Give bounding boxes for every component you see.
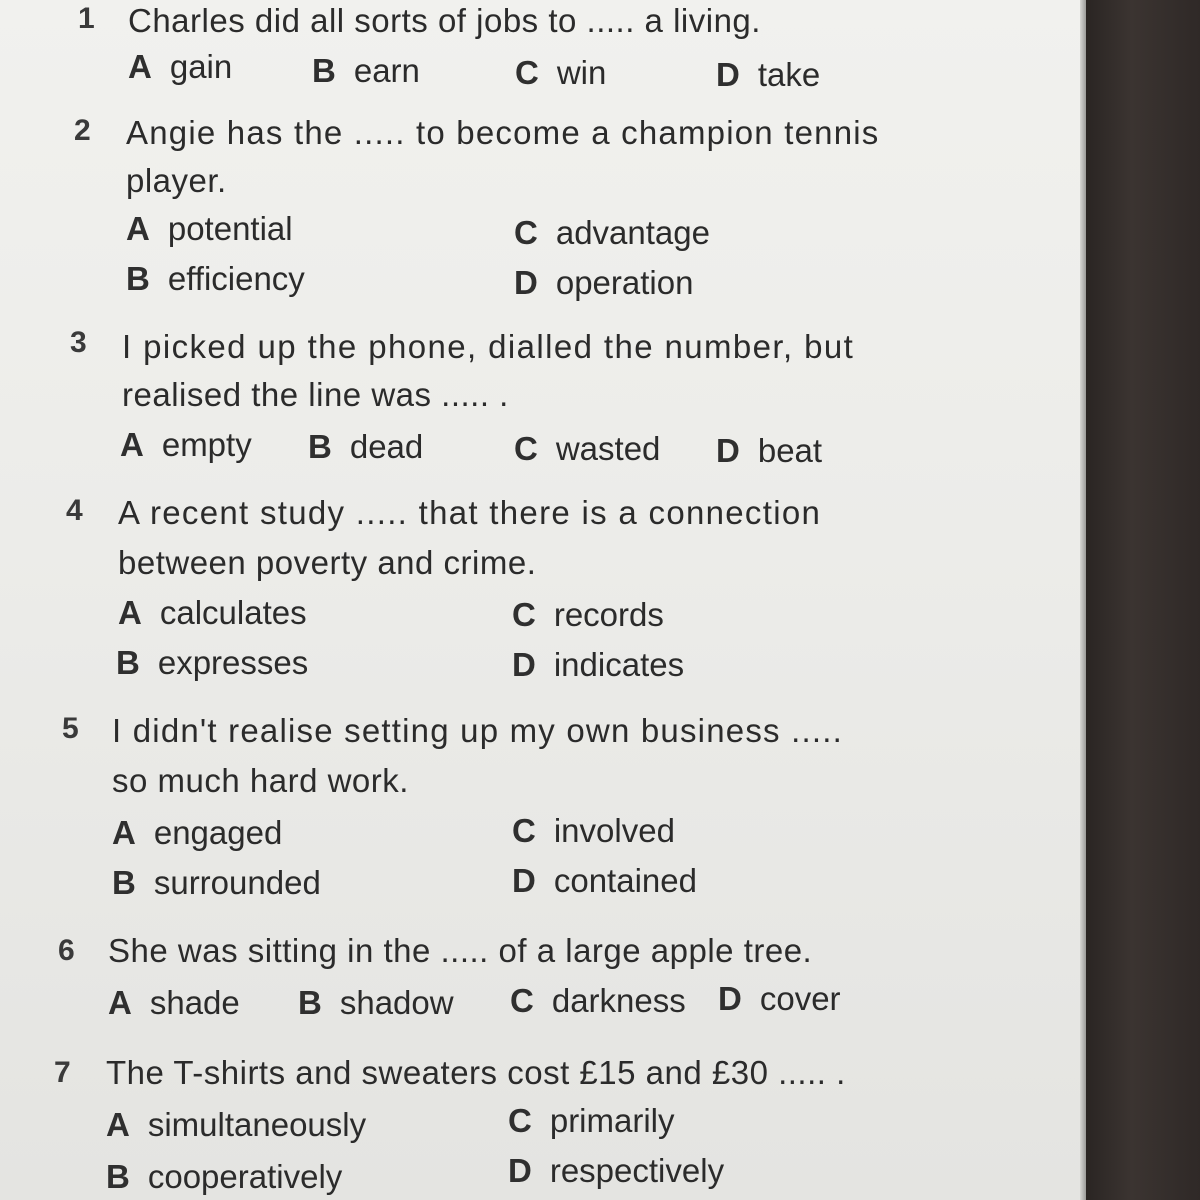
question-stem: The T-shirts and sweaters cost £15 and £30 ..... . xyxy=(106,1054,846,1091)
option-c[interactable] xyxy=(510,982,686,1020)
option-c[interactable] xyxy=(514,430,660,468)
question-number: 6 xyxy=(58,934,75,967)
question-stem-cont: so much hard work. xyxy=(112,762,409,799)
option-d[interactable] xyxy=(512,862,697,900)
question-stem-cont: realised the line was ..... . xyxy=(122,376,509,413)
option-letter: C xyxy=(512,596,536,633)
option-text: records xyxy=(553,596,664,633)
option-b[interactable] xyxy=(112,864,321,902)
option-letter: D xyxy=(512,862,536,899)
option-text: expresses xyxy=(157,644,309,681)
option-d[interactable] xyxy=(514,264,693,302)
option-text: shadow xyxy=(339,984,454,1021)
question-stem: Angie has the ..... to become a champion tennis xyxy=(126,114,880,151)
question-number: 2 xyxy=(74,114,91,147)
option-c[interactable] xyxy=(512,812,675,850)
option-letter: A xyxy=(128,48,152,85)
option-a[interactable] xyxy=(126,210,293,248)
option-letter: D xyxy=(718,980,742,1017)
option-text: contained xyxy=(553,862,697,899)
question-number: 7 xyxy=(54,1056,71,1089)
option-text: cover xyxy=(759,980,841,1017)
option-letter: C xyxy=(514,214,538,251)
option-letter: D xyxy=(716,56,740,93)
option-d[interactable] xyxy=(512,646,684,684)
option-a[interactable] xyxy=(106,1106,366,1144)
option-a[interactable] xyxy=(118,594,307,632)
option-text: potential xyxy=(167,210,293,247)
option-a[interactable] xyxy=(108,984,240,1022)
option-a[interactable] xyxy=(128,48,232,86)
option-text: primarily xyxy=(549,1102,675,1139)
option-b[interactable] xyxy=(116,644,308,682)
option-text: cooperatively xyxy=(147,1158,343,1195)
option-letter: C xyxy=(510,982,534,1019)
option-text: dead xyxy=(349,428,424,465)
option-c[interactable] xyxy=(512,596,664,634)
option-letter: C xyxy=(514,430,538,467)
question-stem-cont: player. xyxy=(126,162,227,199)
question-stem: Charles did all sorts of jobs to ..... a living. xyxy=(128,2,761,39)
option-text: advantage xyxy=(555,214,710,251)
question-number: 4 xyxy=(66,494,83,527)
option-letter: D xyxy=(716,432,740,469)
option-b[interactable] xyxy=(126,260,305,298)
question-stem: She was sitting in the ..... of a large apple tree. xyxy=(108,932,813,969)
option-text: surrounded xyxy=(153,864,321,901)
option-d[interactable] xyxy=(716,432,822,470)
option-letter: A xyxy=(118,594,142,631)
question-number: 5 xyxy=(62,712,79,745)
question-stem: I didn't realise setting up my own business ..... xyxy=(112,712,843,749)
option-text: involved xyxy=(553,812,675,849)
option-text: empty xyxy=(161,426,252,463)
option-text: indicates xyxy=(553,646,685,683)
option-text: engaged xyxy=(153,814,283,851)
option-letter: B xyxy=(308,428,332,465)
option-b[interactable] xyxy=(308,428,423,466)
question-stem-cont: between poverty and crime. xyxy=(118,544,537,581)
option-a[interactable] xyxy=(120,426,252,464)
option-letter: D xyxy=(514,264,538,301)
book-cover-edge xyxy=(1086,0,1200,1200)
option-c[interactable] xyxy=(515,54,606,92)
option-text: darkness xyxy=(551,982,686,1019)
option-letter: D xyxy=(512,646,536,683)
option-text: win xyxy=(556,54,607,91)
option-a[interactable] xyxy=(112,814,282,852)
option-letter: C xyxy=(512,812,536,849)
question-number: 1 xyxy=(78,2,95,35)
option-d[interactable] xyxy=(508,1152,724,1190)
option-d[interactable] xyxy=(718,980,841,1018)
option-text: take xyxy=(757,56,821,93)
option-text: operation xyxy=(555,264,694,301)
option-letter: B xyxy=(112,864,136,901)
question-stem: I picked up the phone, dialled the number, but xyxy=(122,328,855,365)
question-number: 3 xyxy=(70,326,87,359)
option-d[interactable] xyxy=(716,56,820,94)
option-text: earn xyxy=(353,52,420,89)
option-letter: C xyxy=(508,1102,532,1139)
option-letter: A xyxy=(106,1106,130,1143)
option-b[interactable] xyxy=(312,52,420,90)
option-b[interactable] xyxy=(298,984,454,1022)
option-text: shade xyxy=(149,984,240,1021)
option-letter: C xyxy=(515,54,539,91)
option-b[interactable] xyxy=(106,1158,342,1196)
option-c[interactable] xyxy=(514,214,710,252)
option-c[interactable] xyxy=(508,1102,675,1140)
option-text: gain xyxy=(169,48,233,85)
option-text: efficiency xyxy=(167,260,305,297)
option-letter: A xyxy=(126,210,150,247)
option-text: simultaneously xyxy=(147,1106,367,1143)
option-letter: B xyxy=(126,260,150,297)
option-letter: B xyxy=(312,52,336,89)
option-text: respectively xyxy=(549,1152,725,1189)
option-text: wasted xyxy=(555,430,661,467)
option-letter: A xyxy=(112,814,136,851)
option-letter: B xyxy=(106,1158,130,1195)
option-text: calculates xyxy=(159,594,307,631)
option-letter: B xyxy=(116,644,140,681)
option-letter: B xyxy=(298,984,322,1021)
option-text: beat xyxy=(757,432,823,469)
option-letter: D xyxy=(508,1152,532,1189)
option-letter: A xyxy=(120,426,144,463)
question-stem: A recent study ..... that there is a connection xyxy=(118,494,822,531)
option-letter: A xyxy=(108,984,132,1021)
